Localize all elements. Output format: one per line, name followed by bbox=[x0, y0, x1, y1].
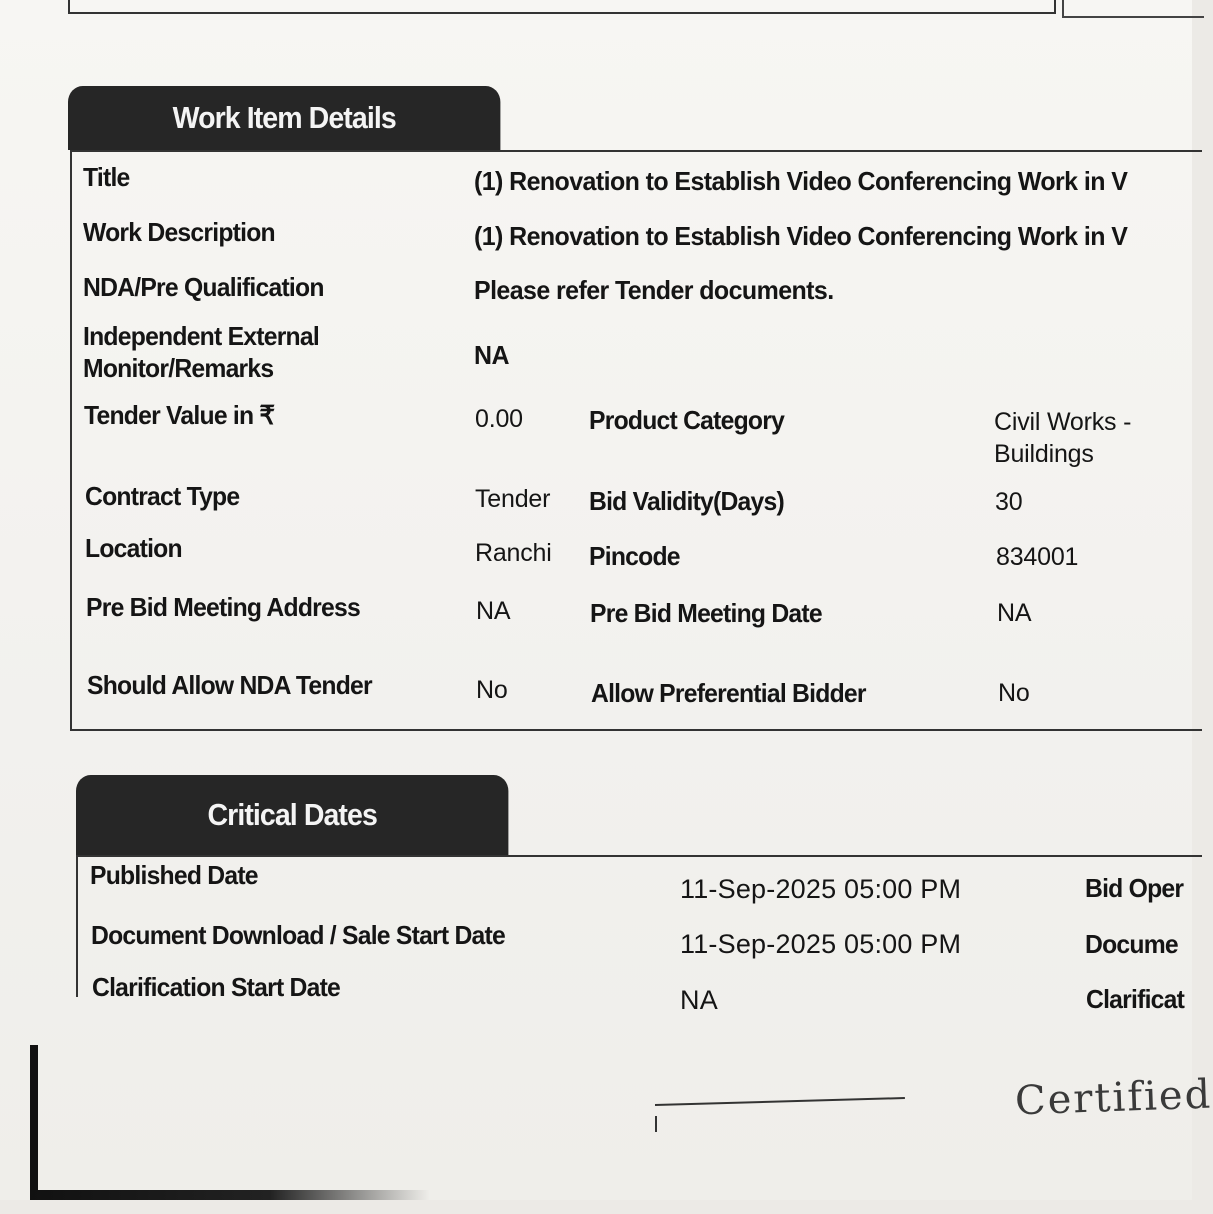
contract-type-value: Tender bbox=[475, 485, 551, 513]
location-label: Location bbox=[85, 533, 182, 563]
allow-nda-tender-value: No bbox=[476, 676, 508, 704]
pre-bid-date-value: NA bbox=[997, 599, 1032, 627]
independent-monitor-label: Independent External Monitor/Remarks bbox=[83, 321, 319, 383]
previous-section-box bbox=[68, 0, 1056, 14]
signature-line bbox=[655, 1097, 905, 1106]
document-download-start-value: 11-Sep-2025 05:00 PM bbox=[680, 929, 962, 959]
allow-preferential-bidder-value: No bbox=[998, 679, 1030, 707]
bid-validity-label: Bid Validity(Days) bbox=[589, 486, 784, 516]
page-edge-shadow bbox=[30, 1045, 38, 1200]
published-date-label: Published Date bbox=[90, 860, 258, 890]
page-bottom-shadow bbox=[30, 1190, 430, 1200]
title-label: Title bbox=[83, 162, 130, 192]
bid-validity-value: 30 bbox=[995, 488, 1023, 516]
tender-value: 0.00 bbox=[475, 405, 523, 433]
product-category-value: Civil Works - Buildings bbox=[994, 408, 1132, 468]
previous-section-box-right bbox=[1062, 0, 1204, 18]
contract-type-label: Contract Type bbox=[85, 481, 240, 511]
document-download-start-label: Document Download / Sale Start Date bbox=[91, 920, 505, 950]
product-category-label: Product Category bbox=[589, 405, 785, 435]
independent-monitor-value: NA bbox=[474, 340, 509, 370]
pre-bid-date-label: Pre Bid Meeting Date bbox=[590, 598, 822, 628]
pincode-value: 834001 bbox=[996, 543, 1079, 571]
nda-pre-qualification-label: NDA/Pre Qualification bbox=[83, 272, 324, 302]
published-date-value: 11-Sep-2025 05:00 PM bbox=[680, 874, 962, 904]
certified-stamp-text: Certified bbox=[1014, 1071, 1213, 1125]
title-value: (1) Renovation to Establish Video Conferencing Work in V bbox=[474, 166, 1128, 196]
clarification-start-value: NA bbox=[680, 985, 718, 1015]
location-value: Ranchi bbox=[475, 539, 552, 567]
allow-preferential-bidder-label: Allow Preferential Bidder bbox=[591, 678, 866, 708]
tender-value-label: Tender Value in ₹ bbox=[84, 400, 275, 430]
work-item-details-heading: Work Item Details bbox=[68, 86, 500, 150]
pre-bid-address-value: NA bbox=[476, 597, 511, 625]
critical-dates-heading: Critical Dates bbox=[76, 775, 508, 855]
pincode-label: Pincode bbox=[589, 541, 680, 571]
signature-stroke bbox=[655, 1116, 657, 1132]
work-description-label: Work Description bbox=[83, 217, 275, 247]
clarification-start-label: Clarification Start Date bbox=[92, 972, 341, 1002]
work-description-value: (1) Renovation to Establish Video Conferencing Work in V bbox=[474, 221, 1128, 251]
bid-opening-label: Bid Oper bbox=[1085, 873, 1184, 903]
allow-nda-tender-label: Should Allow NDA Tender bbox=[87, 670, 372, 700]
pre-bid-address-label: Pre Bid Meeting Address bbox=[86, 592, 360, 622]
nda-pre-qualification-value: Please refer Tender documents. bbox=[474, 275, 834, 305]
clarification-end-label: Clarificat bbox=[1086, 984, 1185, 1014]
document-download-end-label: Docume bbox=[1085, 929, 1178, 959]
